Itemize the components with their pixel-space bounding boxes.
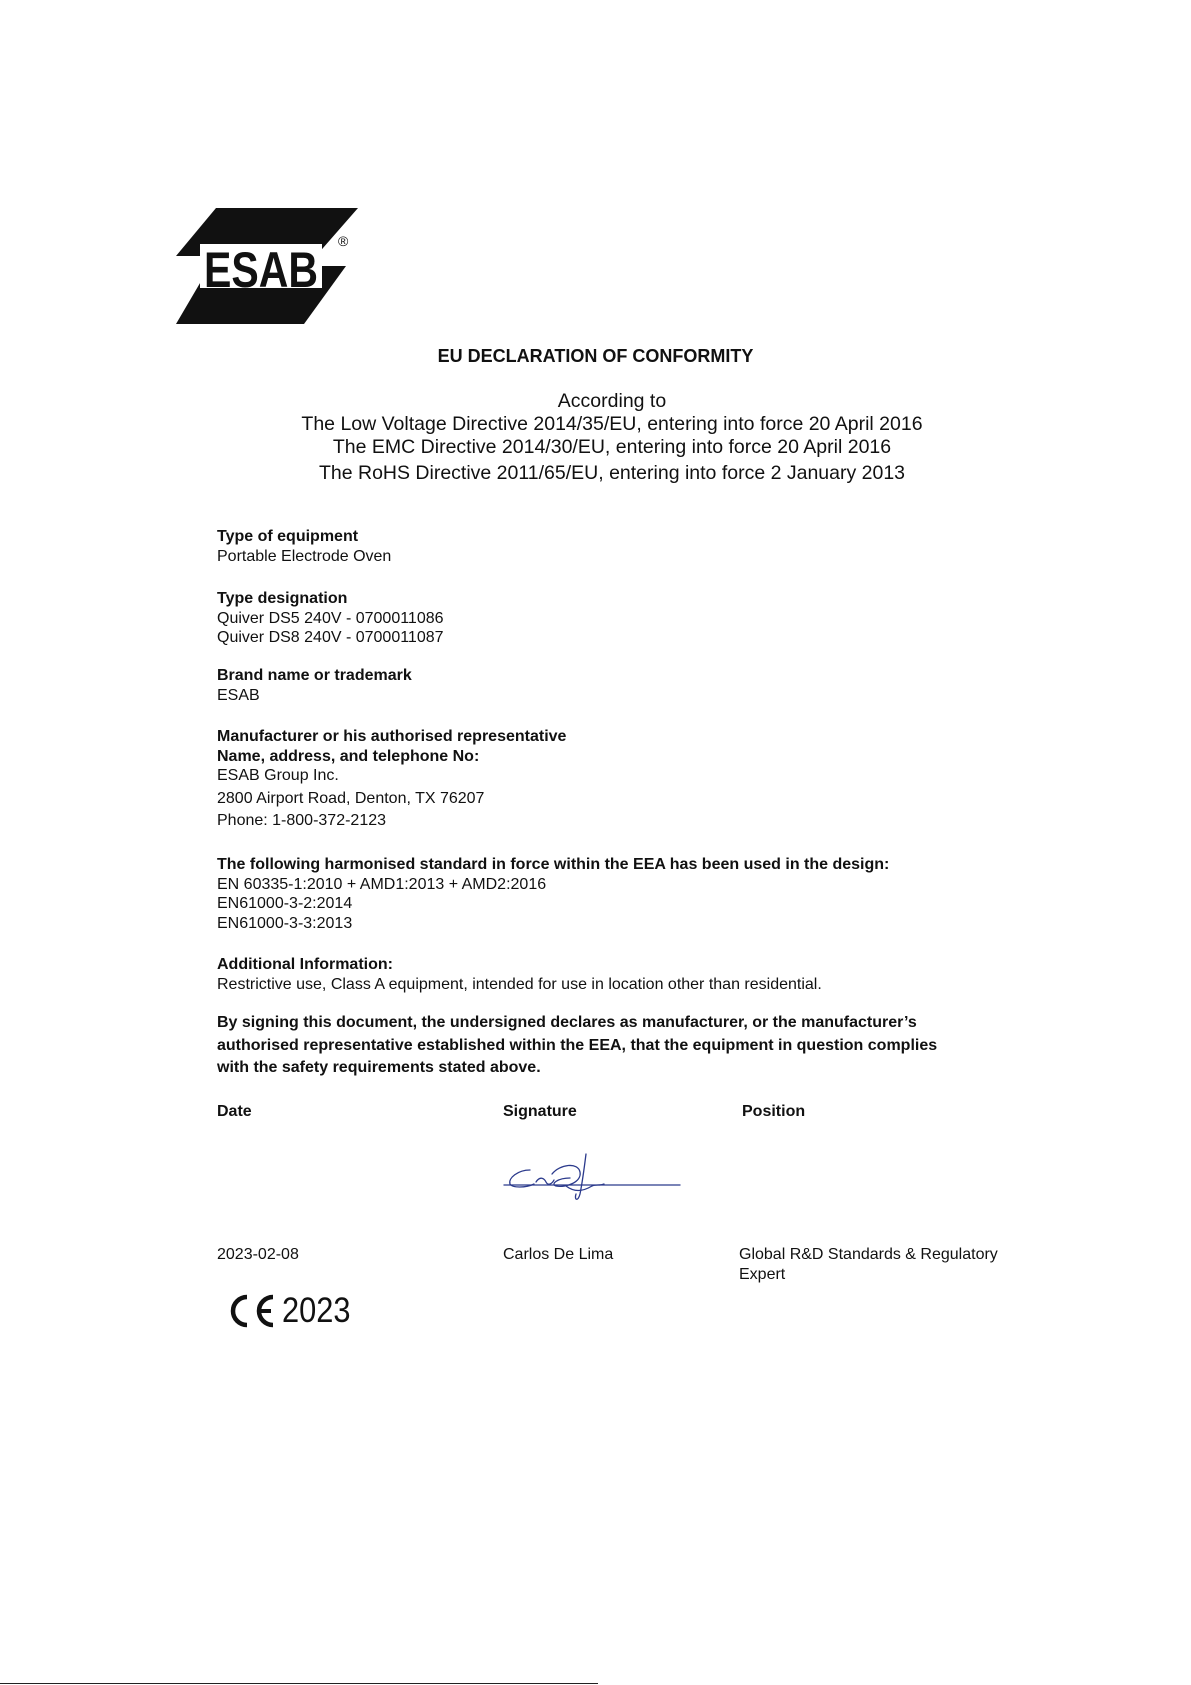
registered-mark: ® — [338, 233, 349, 249]
handwritten-signature — [500, 1148, 682, 1204]
date-label: Date — [217, 1103, 252, 1120]
document-title: EU DECLARATION OF CONFORMITY — [437, 346, 754, 366]
manufacturer-heading: Manufacturer or his authorised representative — [217, 728, 567, 745]
standard-item: EN61000-3-2:2014 — [217, 895, 353, 912]
section-additional — [217, 955, 1017, 994]
declaration-line: with the safety requirements stated above. — [217, 1059, 541, 1076]
manufacturer-address: 2800 Airport Road, Denton, TX 76207 — [217, 789, 485, 807]
declaration-line: authorised representative established within the EEA, that the equipment in question complies — [217, 1036, 938, 1054]
directive-intro: According to — [557, 390, 667, 412]
directive-rohs: The RoHS Directive 2011/65/EU, entering into force 2 January 2013 — [318, 462, 906, 484]
directive-low-voltage: The Low Voltage Directive 2014/35/EU, entering into force 20 April 2016 — [301, 413, 923, 435]
signature-label: Signature — [503, 1103, 577, 1120]
ce-mark-year: 2023 — [282, 1291, 351, 1330]
section-designation — [217, 589, 1017, 648]
logo-text: ESAB — [204, 242, 318, 298]
position-line: Global R&D Standards & Regulatory — [739, 1246, 998, 1263]
signoff-date: 2023-02-08 — [217, 1246, 299, 1263]
page-edge-line — [0, 1683, 598, 1684]
standard-item: EN61000-3-3:2013 — [217, 914, 353, 932]
equipment-value: Portable Electrode Oven — [217, 547, 392, 565]
additional-value: Restrictive use, Class A equipment, intended for use in location other than residential. — [217, 975, 822, 993]
section-standards — [217, 855, 1017, 933]
declaration-line: By signing this document, the undersigned declares as manufacturer, or the manufacturer’s — [217, 1014, 917, 1031]
designation-heading: Type designation — [217, 590, 348, 607]
standards-heading: The following harmonised standard in force within the EEA has been used in the design: — [217, 856, 890, 873]
signatory-name: Carlos De Lima — [503, 1246, 614, 1263]
designation-value: Quiver DS5 240V - 0700011086 — [217, 609, 444, 627]
equipment-heading: Type of equipment — [217, 528, 359, 545]
additional-heading: Additional Information: — [217, 956, 393, 973]
section-equipment — [217, 527, 1017, 566]
manufacturer-phone: Phone: 1-800-372-2123 — [217, 812, 387, 829]
position-label: Position — [742, 1103, 806, 1120]
ce-mark-icon — [225, 1290, 279, 1332]
brand-heading: Brand name or trademark — [217, 667, 412, 684]
directive-emc: The EMC Directive 2014/30/EU, entering into force 20 April 2016 — [332, 436, 892, 458]
manufacturer-subheading: Name, address, and telephone No: — [217, 747, 480, 765]
signatory-position — [739, 1245, 998, 1284]
standard-item: EN 60335-1:2010 + AMD1:2013 + AMD2:2016 — [217, 875, 547, 893]
esab-logo — [176, 208, 358, 324]
section-brand — [217, 666, 1017, 705]
position-line: Expert — [739, 1265, 786, 1283]
section-manufacturer — [217, 727, 1017, 831]
directives-block — [0, 390, 1191, 485]
manufacturer-name: ESAB Group Inc. — [217, 767, 339, 784]
designation-value: Quiver DS8 240V - 0700011087 — [217, 629, 444, 646]
brand-value: ESAB — [217, 686, 260, 704]
declaration-statement — [217, 1012, 997, 1080]
